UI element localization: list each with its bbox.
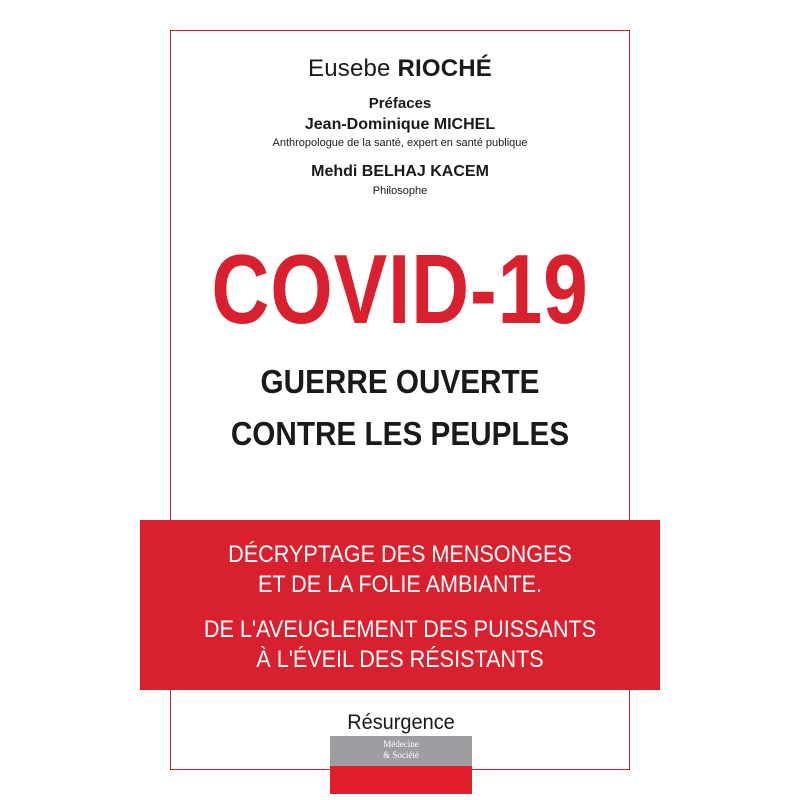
publisher-tagline-2: & Société — [383, 750, 419, 760]
banner-line-1: DÉCRYPTAGE DES MENSONGES — [228, 541, 572, 568]
prefaces-label: Préfaces — [368, 95, 432, 112]
preface-author-2-name: Mehdi BELHAJ KACEM — [311, 163, 489, 180]
subtitle-line-2: CONTRE LES PEUPLES — [230, 415, 570, 452]
preface-author-1-role: Anthropologue de la santé, expert en santé publique — [272, 137, 528, 149]
preface-author-2-role: Philosophe — [372, 185, 428, 197]
author-name — [170, 55, 630, 83]
publisher-tagline-1: Médecine — [383, 739, 419, 749]
book-title: COVID-19 — [211, 234, 589, 344]
tagline-banner — [140, 520, 660, 690]
banner-line-3: DE L'AVEUGLEMENT DES PUISSANTS — [203, 616, 597, 643]
author-first-name: Eusebe — [307, 55, 391, 82]
subtitle-line-1: GUERRE OUVERTE — [260, 363, 540, 400]
author-last-name: RIOCHÉ — [397, 55, 493, 82]
preface-author-1-name: Jean-Dominique MICHEL — [304, 116, 496, 133]
publisher-name: Résurgence — [347, 711, 455, 734]
banner-line-4: À L'ÉVEIL DES RÉSISTANTS — [256, 646, 544, 673]
publisher-logo — [330, 736, 472, 794]
publisher-logo-red-band — [330, 766, 472, 794]
banner-line-2: ET DE LA FOLIE AMBIANTE. — [257, 571, 543, 598]
